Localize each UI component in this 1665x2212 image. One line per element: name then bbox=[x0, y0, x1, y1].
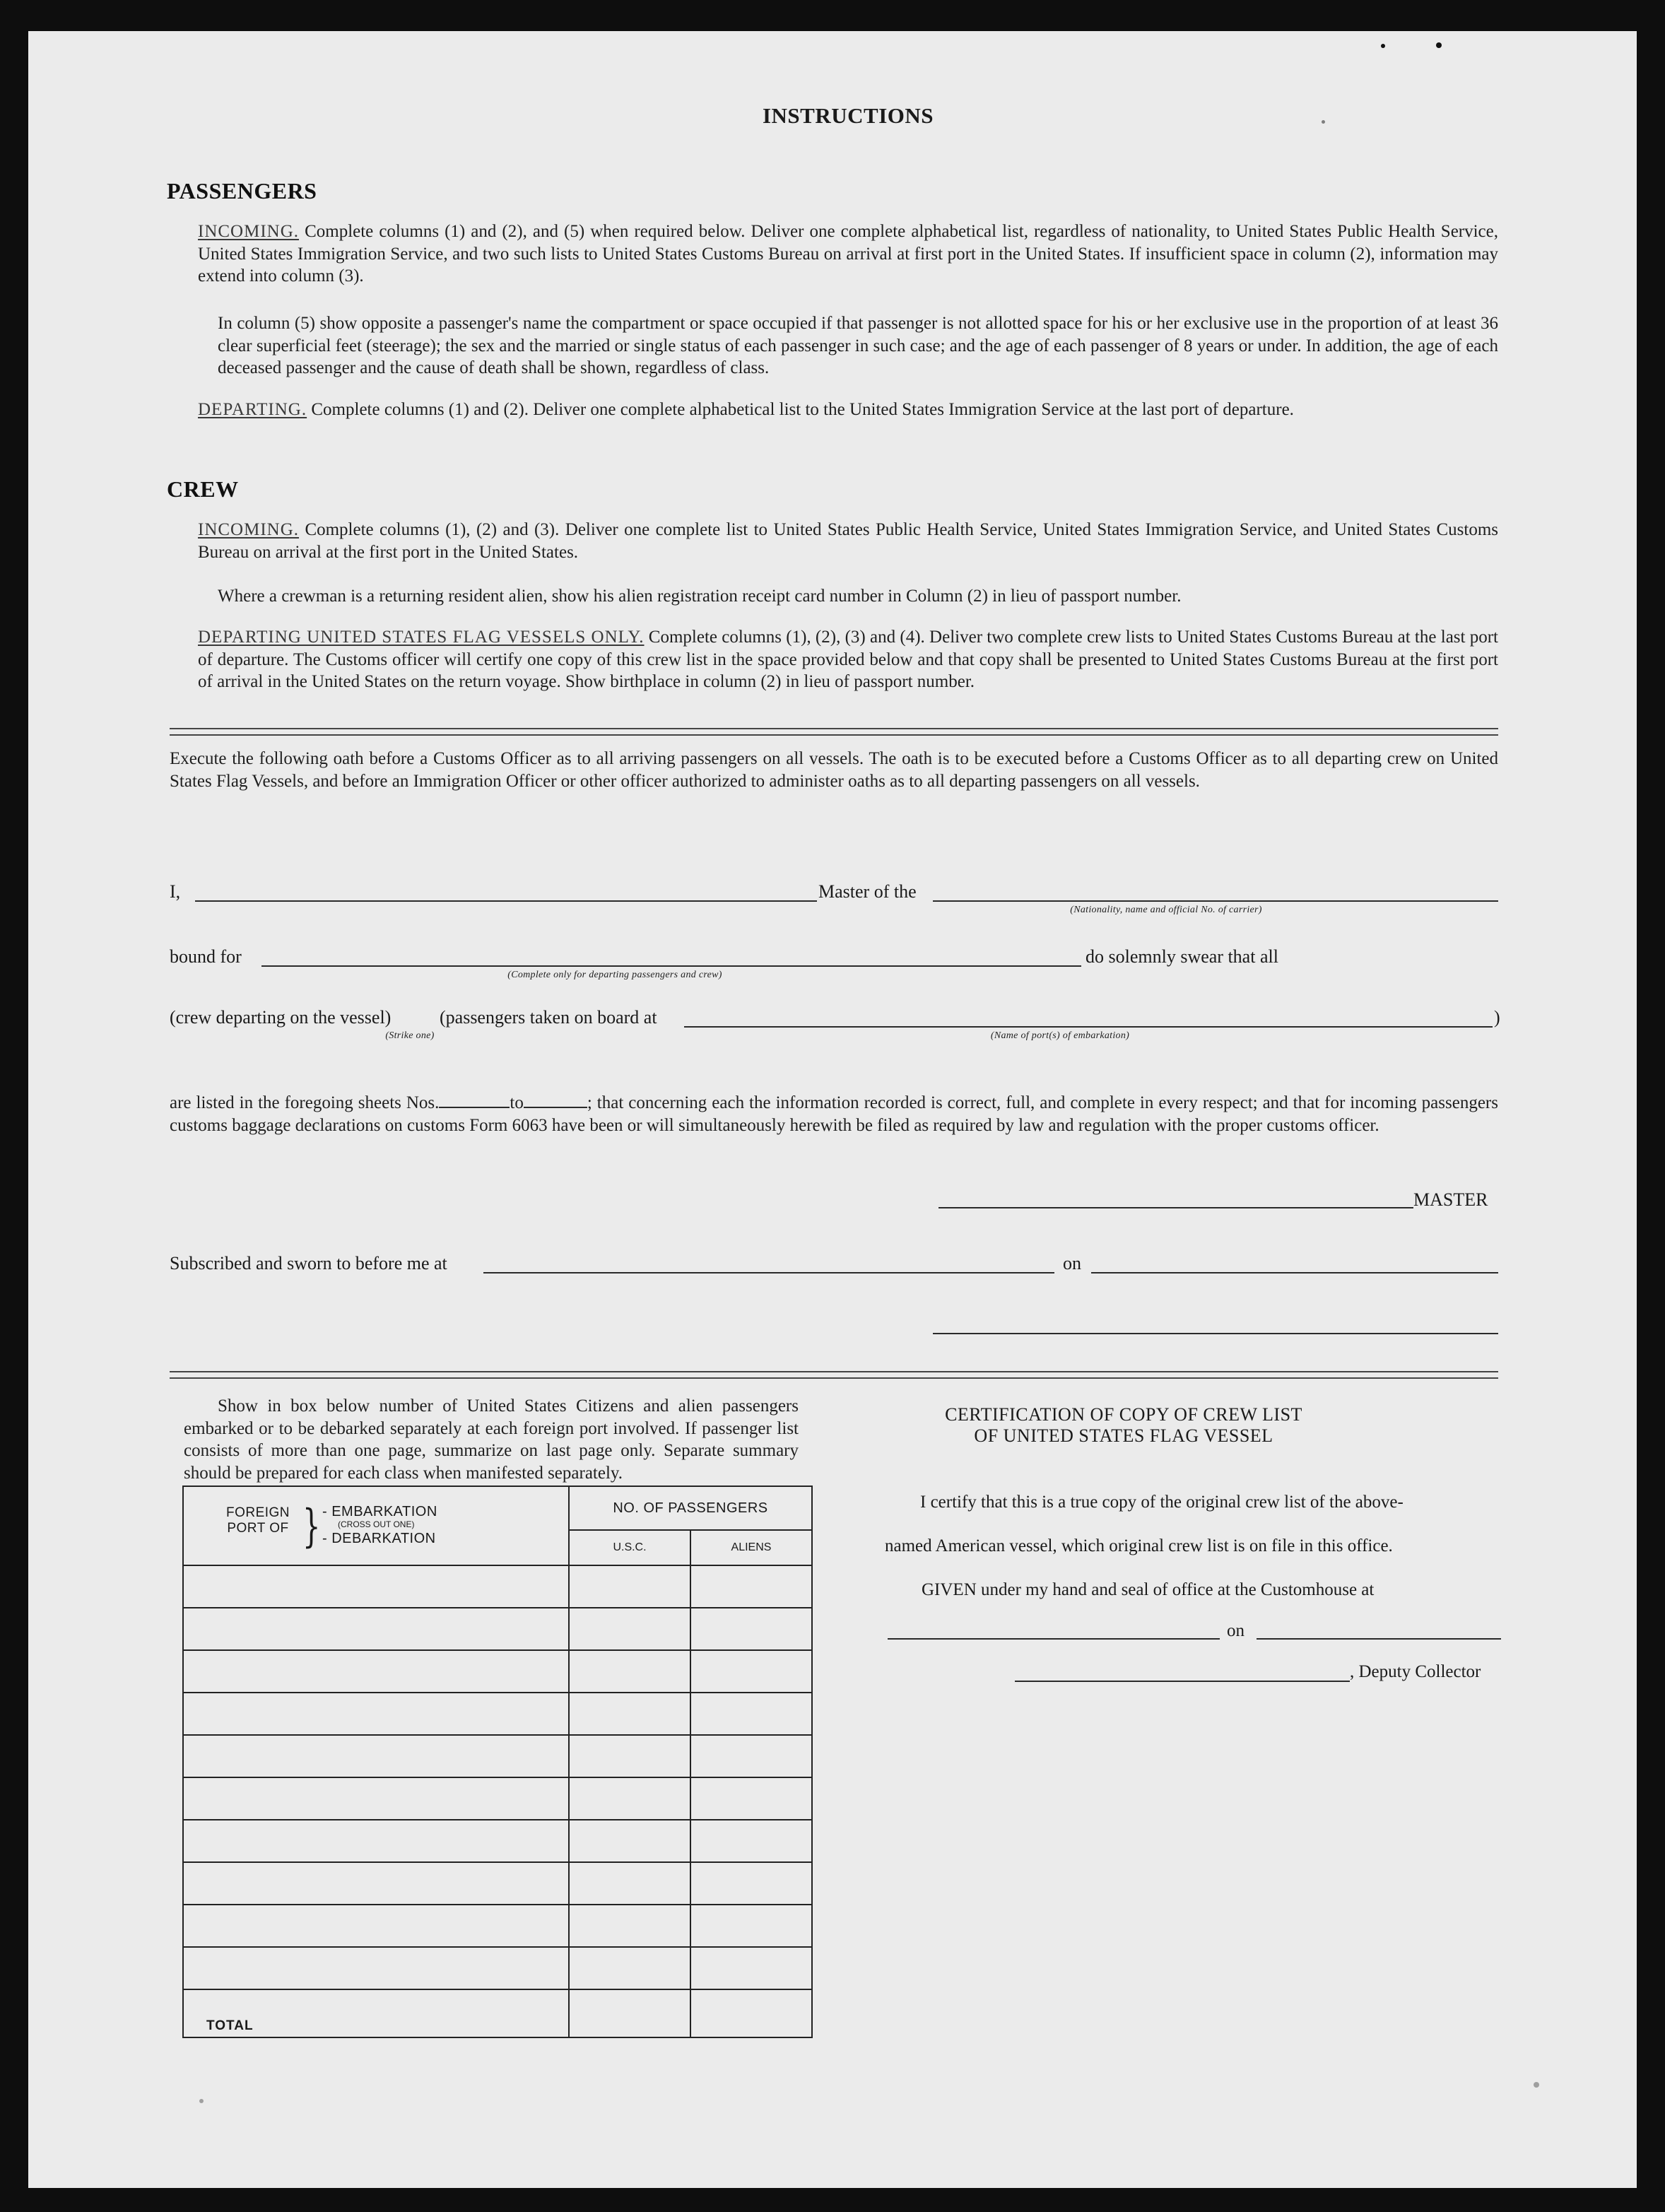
crew-heading: CREW bbox=[167, 476, 239, 502]
scan-speck bbox=[199, 2099, 204, 2103]
port-cell[interactable] bbox=[183, 1608, 569, 1650]
crew-departing-option: (crew departing on the vessel) bbox=[170, 1007, 392, 1028]
scan-speck bbox=[1436, 42, 1442, 48]
port-cell[interactable] bbox=[183, 1820, 569, 1862]
port-cell[interactable] bbox=[183, 1565, 569, 1608]
officer-signature-field[interactable] bbox=[933, 1333, 1498, 1334]
form-sheet bbox=[28, 31, 1637, 2188]
certification-line1: I certify that this is a true copy of the original crew list of the above- bbox=[920, 1493, 1404, 1512]
foreign-port-of-label: FOREIGN PORT OF bbox=[225, 1505, 290, 1536]
usc-cell[interactable] bbox=[569, 1650, 690, 1693]
usc-cell[interactable] bbox=[569, 1693, 690, 1735]
port-cell[interactable] bbox=[183, 1905, 569, 1947]
usc-cell[interactable] bbox=[569, 1777, 690, 1820]
aliens-cell[interactable] bbox=[690, 1820, 812, 1862]
aliens-cell[interactable] bbox=[690, 1905, 812, 1947]
aliens-cell[interactable] bbox=[690, 1565, 812, 1608]
passengers-column5-paragraph: In column (5) show opposite a passenger's name the compartment or space occupied if that passenger is not allotted space for his or her exclusive use in the proportion of at least 36 clear superficial feet (steerage); the sex and the married or single status of each passenger in such case; and the age of each passenger of 8 years or under. In addition, the age of each deceased passenger and the cause of death shall be shown, regardless of class. bbox=[218, 314, 1498, 377]
port-cell[interactable] bbox=[183, 1862, 569, 1905]
passengers-taken-option: (passengers taken on board at bbox=[440, 1007, 657, 1028]
embarkation-label: - EMBARKATION bbox=[322, 1504, 437, 1519]
bound-for-caption: (Complete only for departing passengers and crew) bbox=[507, 970, 722, 980]
certification-line2: named American vessel, which original crew list is on file in this office. bbox=[885, 1536, 1393, 1555]
ports-caption: (Name of port(s) of embarkation) bbox=[990, 1030, 1130, 1041]
usc-cell[interactable] bbox=[569, 1862, 690, 1905]
passengers-incoming-label: INCOMING. bbox=[198, 222, 300, 241]
master-signature-field[interactable] bbox=[939, 1207, 1413, 1208]
oath-listed-paragraph bbox=[170, 1091, 1498, 1136]
scan-speck bbox=[1322, 120, 1325, 124]
sworn-date-field[interactable] bbox=[1091, 1272, 1498, 1273]
master-label: MASTER bbox=[1413, 1189, 1488, 1210]
port-cell[interactable] bbox=[183, 1735, 569, 1777]
customhouse-location-field[interactable] bbox=[888, 1638, 1220, 1640]
listed-body-text: ; that concerning each the information recorded is correct, full, and complete in every respect; and that for incoming passengers customs baggage declarations on customs Form 6063 have been or will simultaneously herewith be filed as required by law and regulation with the proper customs officer. bbox=[170, 1093, 1498, 1135]
passengers-incoming-paragraph bbox=[198, 220, 1498, 288]
summary-instructions: Show in box below number of United States Citizens and alien passengers embarked or to be debarked separately at each foreign port involved. If passenger list consists of more than one page, summarize on last page only. Separate summary should be prepared for each class when manifested separately. bbox=[184, 1396, 799, 1483]
master-of-the-label: Master of the bbox=[818, 881, 917, 902]
bound-for-field[interactable] bbox=[261, 965, 1081, 967]
aliens-cell[interactable] bbox=[690, 1862, 812, 1905]
certification-line3: GIVEN under my hand and seal of office at the Customhouse at bbox=[922, 1580, 1375, 1599]
passengers-departing-label: DEPARTING. bbox=[198, 400, 307, 419]
master-name-field[interactable] bbox=[195, 900, 817, 902]
oath-intro-paragraph: Execute the following oath before a Customs Officer as to all arriving passengers on all vessels. The oath is to be executed before a Customs Officer as to all departing crew on United States Flag Vessels, and before an Immigration Officer or other officer authorized to administer oaths as to all departing passengers on all vessels. bbox=[170, 749, 1498, 791]
port-cell[interactable] bbox=[183, 1693, 569, 1735]
scan-speck bbox=[1381, 44, 1385, 48]
port-header-cell bbox=[183, 1486, 569, 1565]
usc-cell[interactable] bbox=[569, 1608, 690, 1650]
crew-departing-text: Complete columns (1), (2), (3) and (4). Deliver two complete crew lists to United States Customs Bureau at the last port of departure. The Customs officer will certify one copy of this crew list in the space provided below and that copy shall be presented to United States Customs Bureau at the first port of arrival in the United States on the return voyage. Show birthplace in column (2) in lieu of passport number. bbox=[198, 628, 1499, 691]
total-label: TOTAL bbox=[183, 1989, 569, 2037]
brace-icon: } bbox=[302, 1500, 321, 1553]
usc-cell[interactable] bbox=[569, 1820, 690, 1862]
do-solemnly-label: do solemnly swear that all bbox=[1086, 946, 1278, 967]
port-cell[interactable] bbox=[183, 1777, 569, 1820]
sworn-on-label: on bbox=[1063, 1253, 1081, 1273]
carrier-field[interactable] bbox=[933, 900, 1498, 902]
aliens-cell[interactable] bbox=[690, 1735, 812, 1777]
certification-on-label: on bbox=[1227, 1621, 1245, 1640]
subscribed-label: Subscribed and sworn to before me at bbox=[170, 1253, 447, 1273]
sheet-to-field[interactable] bbox=[524, 1091, 587, 1108]
crew-departing-label: DEPARTING UNITED STATES FLAG VESSELS ONLY. bbox=[198, 628, 645, 647]
passengers-departing-paragraph bbox=[198, 399, 1498, 421]
listed-to-label: to bbox=[510, 1093, 524, 1112]
aliens-cell[interactable] bbox=[690, 1650, 812, 1693]
page-title: INSTRUCTIONS bbox=[762, 103, 934, 128]
deputy-collector-label: , Deputy Collector bbox=[1350, 1662, 1481, 1681]
section-divider bbox=[170, 728, 1498, 736]
sheet-from-field[interactable] bbox=[439, 1091, 510, 1108]
usc-cell[interactable] bbox=[569, 1565, 690, 1608]
aliens-cell[interactable] bbox=[690, 1947, 812, 1989]
certification-date-field[interactable] bbox=[1257, 1638, 1501, 1640]
aliens-cell[interactable] bbox=[690, 1608, 812, 1650]
oath-i-label: I, bbox=[170, 881, 181, 902]
embarkation-ports-field[interactable] bbox=[684, 1026, 1493, 1028]
port-cell[interactable] bbox=[183, 1947, 569, 1989]
section-divider-2 bbox=[170, 1371, 1498, 1379]
aliens-header: ALIENS bbox=[690, 1530, 812, 1565]
passenger-summary-table bbox=[182, 1486, 813, 2038]
usc-cell[interactable] bbox=[569, 1735, 690, 1777]
debarkation-label: - DEBARKATION bbox=[322, 1531, 436, 1546]
passengers-departing-text: Complete columns (1) and (2). Deliver one complete alphabetical list to the United States Immigration Service at the last port of departure. bbox=[311, 400, 1294, 419]
bound-for-label: bound for bbox=[170, 946, 242, 967]
certification-title-line1: CERTIFICATION OF COPY OF CREW LIST bbox=[945, 1404, 1302, 1425]
crew-departing-paragraph bbox=[198, 626, 1498, 693]
no-of-passengers-header: NO. OF PASSENGERS bbox=[569, 1486, 812, 1530]
total-usc-cell[interactable] bbox=[569, 1989, 690, 2037]
crew-incoming-text: Complete columns (1), (2) and (3). Deliver one complete list to United States Public Health Service, United States Immigration Service, and United States Customs Bureau on arrival at the first port in the United States. bbox=[198, 520, 1499, 562]
close-paren: ) bbox=[1494, 1007, 1500, 1028]
total-aliens-cell[interactable] bbox=[690, 1989, 812, 2037]
strike-one-caption: (Strike one) bbox=[385, 1030, 435, 1041]
usc-cell[interactable] bbox=[569, 1905, 690, 1947]
listed-sheets-label: are listed in the foregoing sheets Nos. bbox=[170, 1093, 440, 1112]
crew-incoming-label: INCOMING. bbox=[198, 520, 300, 539]
crew-incoming-paragraph bbox=[198, 519, 1498, 563]
passengers-incoming-text: Complete columns (1) and (2), and (5) when required below. Deliver one complete alphabetical list, regardless of nationality, to United States Public Health Service, United States Immigration Service, and two such lists to United States Customs Bureau on arrival at first port in the United States. If insufficient space in column (2), information may extend into column (3). bbox=[198, 222, 1499, 286]
usc-header: U.S.C. bbox=[569, 1530, 690, 1565]
deputy-collector-signature-field[interactable] bbox=[1015, 1681, 1350, 1682]
port-cell[interactable] bbox=[183, 1650, 569, 1693]
sworn-location-field[interactable] bbox=[483, 1272, 1054, 1273]
crew-resident-paragraph: Where a crewman is a returning resident alien, show his alien registration receipt card number in Column (2) in lieu of passport number. bbox=[218, 587, 1182, 606]
aliens-cell[interactable] bbox=[690, 1693, 812, 1735]
passengers-heading: PASSENGERS bbox=[167, 178, 317, 204]
certification-title-line2: OF UNITED STATES FLAG VESSEL bbox=[974, 1425, 1273, 1446]
nationality-caption: (Nationality, name and official No. of carrier) bbox=[1070, 905, 1262, 915]
cross-out-label: (CROSS OUT ONE) bbox=[338, 1519, 415, 1529]
scan-speck bbox=[1534, 2082, 1539, 2088]
usc-cell[interactable] bbox=[569, 1947, 690, 1989]
aliens-cell[interactable] bbox=[690, 1777, 812, 1820]
